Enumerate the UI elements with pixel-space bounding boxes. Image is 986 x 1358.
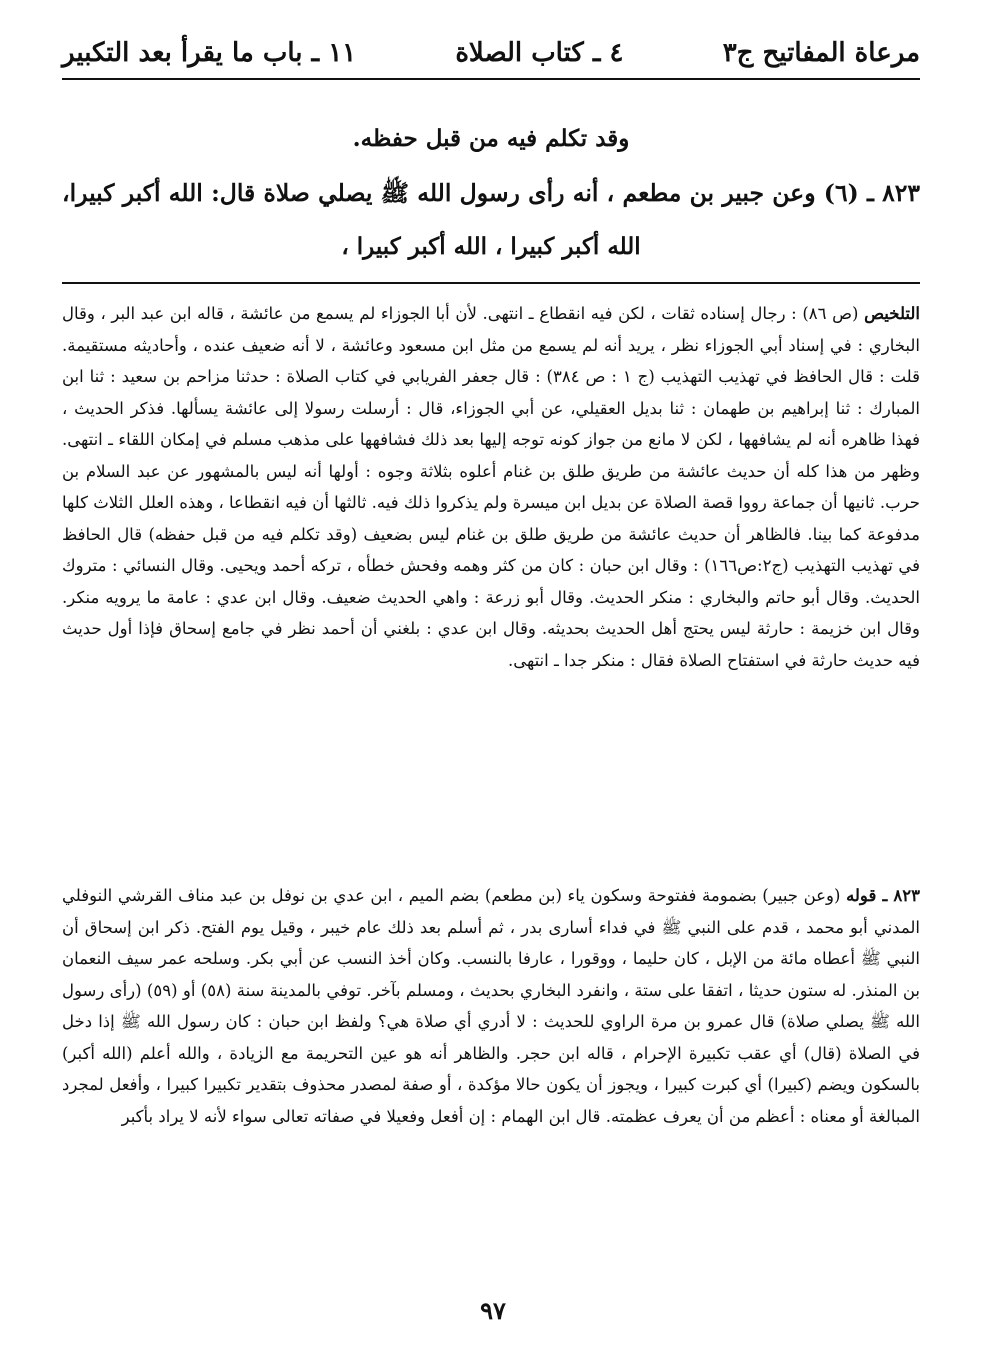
hadith-line-1: وقد تكلم فيه من قبل حفظه. — [352, 125, 630, 152]
commentary-block-2 — [62, 880, 920, 1132]
commentary-paragraph-1 — [62, 298, 920, 676]
header-book-title: مرعاة المفاتيح ج٣ — [722, 38, 920, 68]
page-number: ٩٧ — [480, 1296, 506, 1325]
hadith-line-2: ٨٢٣ ـ (٦) وعن جبير بن مطعم ، أنه رأى رسول الله ﷺ يصلي صلاة قال: الله أكبر كبيرا، — [62, 179, 920, 207]
header-section: ١١ ـ باب ما يقرأ بعد التكبير — [62, 38, 357, 68]
hadith-text — [62, 112, 920, 274]
commentary-1-lead: التلخيص — [864, 304, 920, 323]
commentary-block-1 — [62, 298, 920, 676]
commentary-2-lead: ٨٢٣ ـ قوله — [846, 886, 921, 905]
header-rule — [62, 78, 920, 80]
commentary-2-text: (وعن جبير) بضمومة ففتوحة وسكون ياء (بن مطعم) بضم الميم ، ابن عدي بن نوفل بن عبد مناف القرشي النوفلي المدني أبو محمد ، قدم على النبي ﷺ في فداء أسارى بدر ، ثم أسلم بعد ذلك عام خيبر ، وقيل يوم الفتح. ذكر ابن إسحاق أن النبي ﷺ أعطاه مائة من الإبل ، كان حليما ، ووقورا ، عارفا بالنسب. وكان أخذ النسب عن أبي بكر. وسلحه عمر سيف النعمان بن المنذر. له ستون حديثا ، اتفقا على ستة ، وانفرد البخاري بحديث ، ومسلم بآخر. توفي بالمدينة سنة (٥٨) أو (٥٩) (رأى رسول الله ﷺ يصلي صلاة) قال عمرو بن مرة الراوي للحديث : لا أدري أي صلاة هي؟ ولفظ ابن حبان : كان رسول الله ﷺ إذا دخل في الصلاة (قال) أي عقب تكبيرة الإحرام ، قاله ابن حجر. والظاهر أنه هو عين التحريمة مع الزيادة ، والله أعلم (الله أكبر) بالسكون ويضم (كبيرا) أي كبرت كبيرا ، ويجوز أن يكون حالا مؤكدة ، أو صفة لمصدر محذوف بتقدير تكبيرا كبيرا ، وأفعل لمجرد المبالغة أو معناه : أعظم من أن يعرف عظمته. قال ابن الهمام : إن أفعل وفعيلا في صفاته تعالى سواء لأنه لا يراد بأكبر — [62, 886, 921, 1126]
running-header — [62, 30, 920, 76]
header-chapter: ٤ ـ كتاب الصلاة — [455, 38, 624, 68]
section-separator — [62, 282, 920, 284]
commentary-1-text: (ص ٨٦) : رجال إسناده ثقات ، لكن فيه انقطاع ـ انتهى. لأن أبا الجوزاء لم يسمع من عائشة ، قاله ابن عبد البر ، وقال البخاري : في إسناد أبي الجوزاء نظر ، يريد أنه لم يسمع من مثل ابن مسعود وعائشة ، لا أنه ضعيف عنده ، وأحاديثه مستقيمة. قلت : قال الحافظ في تهذيب التهذيب (ج ١ : ص ٣٨٤) : قال جعفر الفريابي في كتاب الصلاة : حدثنا مزاحم بن سعيد : ثنا ابن المبارك : ثنا إبراهيم بن طهمان : ثنا بديل العقيلي، عن أبي الجوزاء، قال : أرسلت رسولا إلى عائشة يسألها. فذكر الحديث ، فهذا ظاهره أنه لم يشافهها ، لكن لا مانع من جواز كونه توجه إليها بعد ذلك فشافهها على مذهب مسلم في إمكان اللقاء ـ انتهى. وظهر من هذا كله أن حديث عائشة من طريق طلق بن غنام أعلوه بثلاثة وجوه : أولها أنه ليس بالمشهور عن عبد السلام بن حرب. ثانيها أن جماعة رووا قصة الصلاة عن بديل ابن ميسرة ولم يذكروا ذلك فيه. ثالثها أن فيه انقطاعا ، وهذه العلل الثلاث كلها مدفوعة كما بينا. فالظاهر أن حديث عائشة من طريق طلق بن غنام ليس بضعيف (وقد تكلم فيه من قبل حفظه) قال الحافظ في تهذيب التهذيب (ج٢:ص١٦٦) : وقال ابن حبان : كان من كثر وهمه وفحش خطأه ، تركه أحمد ويحيى. وقال النسائي : متروك الحديث. وقال أبو حاتم والبخاري : منكر الحديث. وقال أبو زرعة : واهي الحديث ضعيف. وقال ابن عدي : عامة ما يرويه منكر. وقال ابن خزيمة : حارثة ليس يحتج أهل الحديث بحديثه. وقال ابن عدي : بلغني أن أحمد نظر في جامع إسحاق فإذا أول حديث فيه حديث حارثة في استفتاح الصلاة فقال : منكر جدا ـ انتهى. — [62, 304, 920, 670]
commentary-paragraph-2 — [62, 880, 920, 1132]
hadith-line-3: الله أكبر كبيرا ، الله أكبر كبيرا ، — [341, 233, 641, 260]
